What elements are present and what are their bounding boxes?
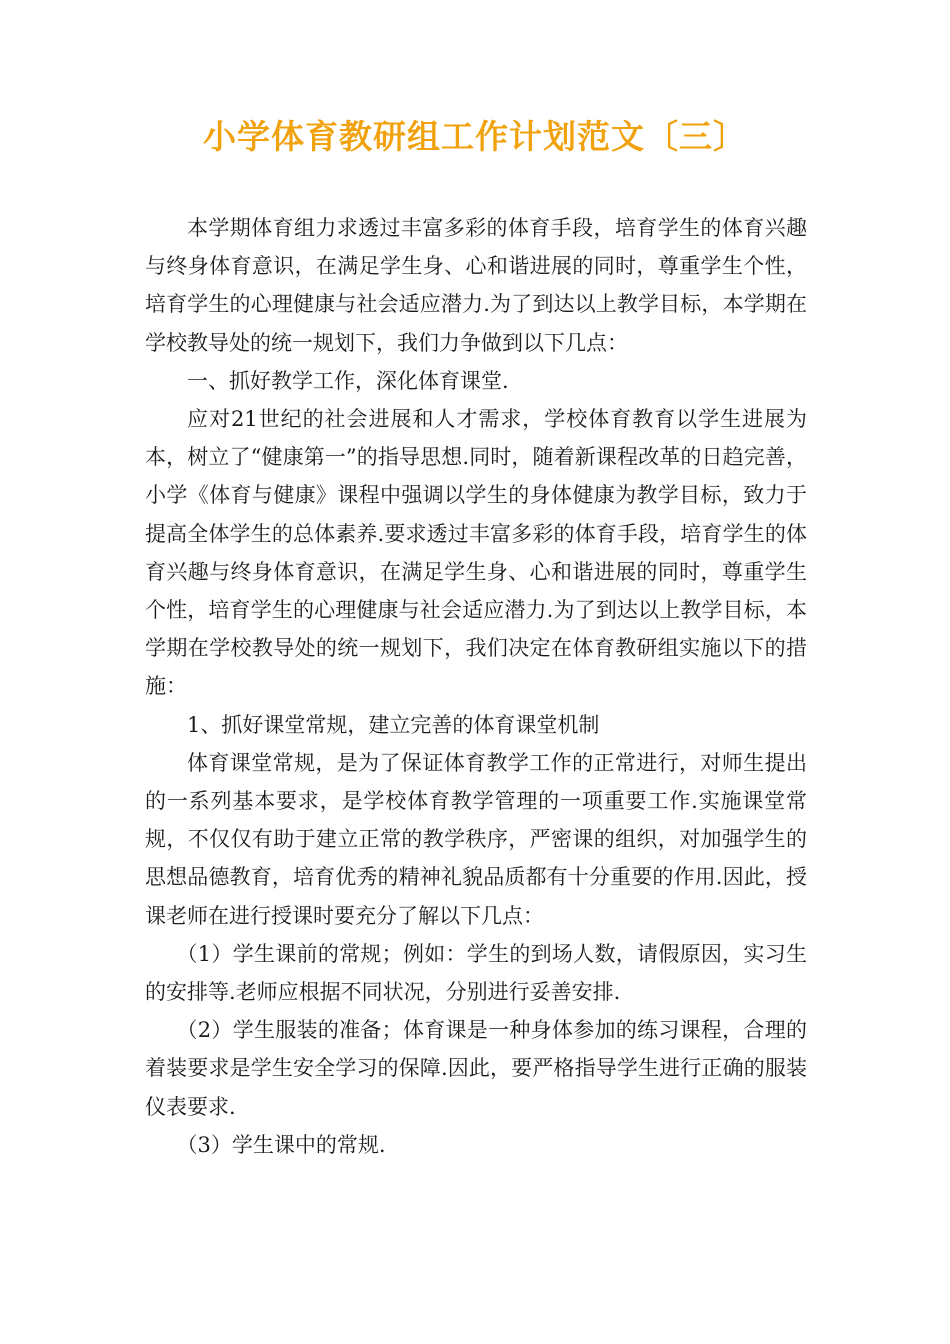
list-item-2: （2）学生服装的准备；体育课是一种身体参加的练习课程，合理的着装要求是学生安全学习的保障.因此，要严格指导学生进行正确的服装仪表要求. (145, 1018, 807, 1119)
document-title: 小学体育教研组工作计划范文〔三〕 (203, 117, 747, 156)
list-item-3: （3）学生课中的常规. (176, 1132, 386, 1157)
list-item-1: （1）学生课前的常规；例如：学生的到场人数，请假原因，实习生的安排等.老师应根据不同状况，分别进行妥善安排. (145, 941, 807, 1005)
paragraph-routine: 体育课堂常规，是为了保证体育教学工作的正常进行，对师生提出的一系列基本要求，是学校体育教学管理的一项重要工作.实施课堂常规，不仅仅有助于建立正常的教学秩序，严密课的组织，对加强学生的思想品德教育，培育优秀的精神礼貌品质都有十分重要的作用.因此，授课老师在进行授课时要充分了解以下几点： (145, 750, 807, 928)
section-heading-1: 一、抓好教学工作，深化体育课堂. (187, 368, 509, 393)
subsection-heading-1: 1、抓好课堂常规，建立完善的体育课堂机制 (187, 712, 600, 737)
paragraph-context: 应对21世纪的社会进展和人才需求，学校体育教育以学生进展为本，树立了“健康第一”的指导思想.同时，随着新课程改革的日趋完善，小学《体育与健康》课程中强调以学生的身体健康为教学目标，致力于提高全体学生的总体素养.要求透过丰富多彩的体育手段，培育学生的体育兴趣与终身体育意识，在满足学生身、心和谐进展的同时，尊重学生个性，培育学生的心理健康与社会适应潜力.为了到达以上教学目标，本学期在学校教导处的统一规划下，我们决定在体育教研组实施以下的措施： (145, 407, 807, 699)
paragraph-intro: 本学期体育组力求透过丰富多彩的体育手段，培育学生的体育兴趣与终身体育意识，在满足学生身、心和谐进展的同时，尊重学生个性，培育学生的心理健康与社会适应潜力.为了到达以上教学目标，本学期在学校教导处的统一规划下，我们力争做到以下几点： (145, 216, 807, 355)
document-body (145, 209, 807, 1164)
